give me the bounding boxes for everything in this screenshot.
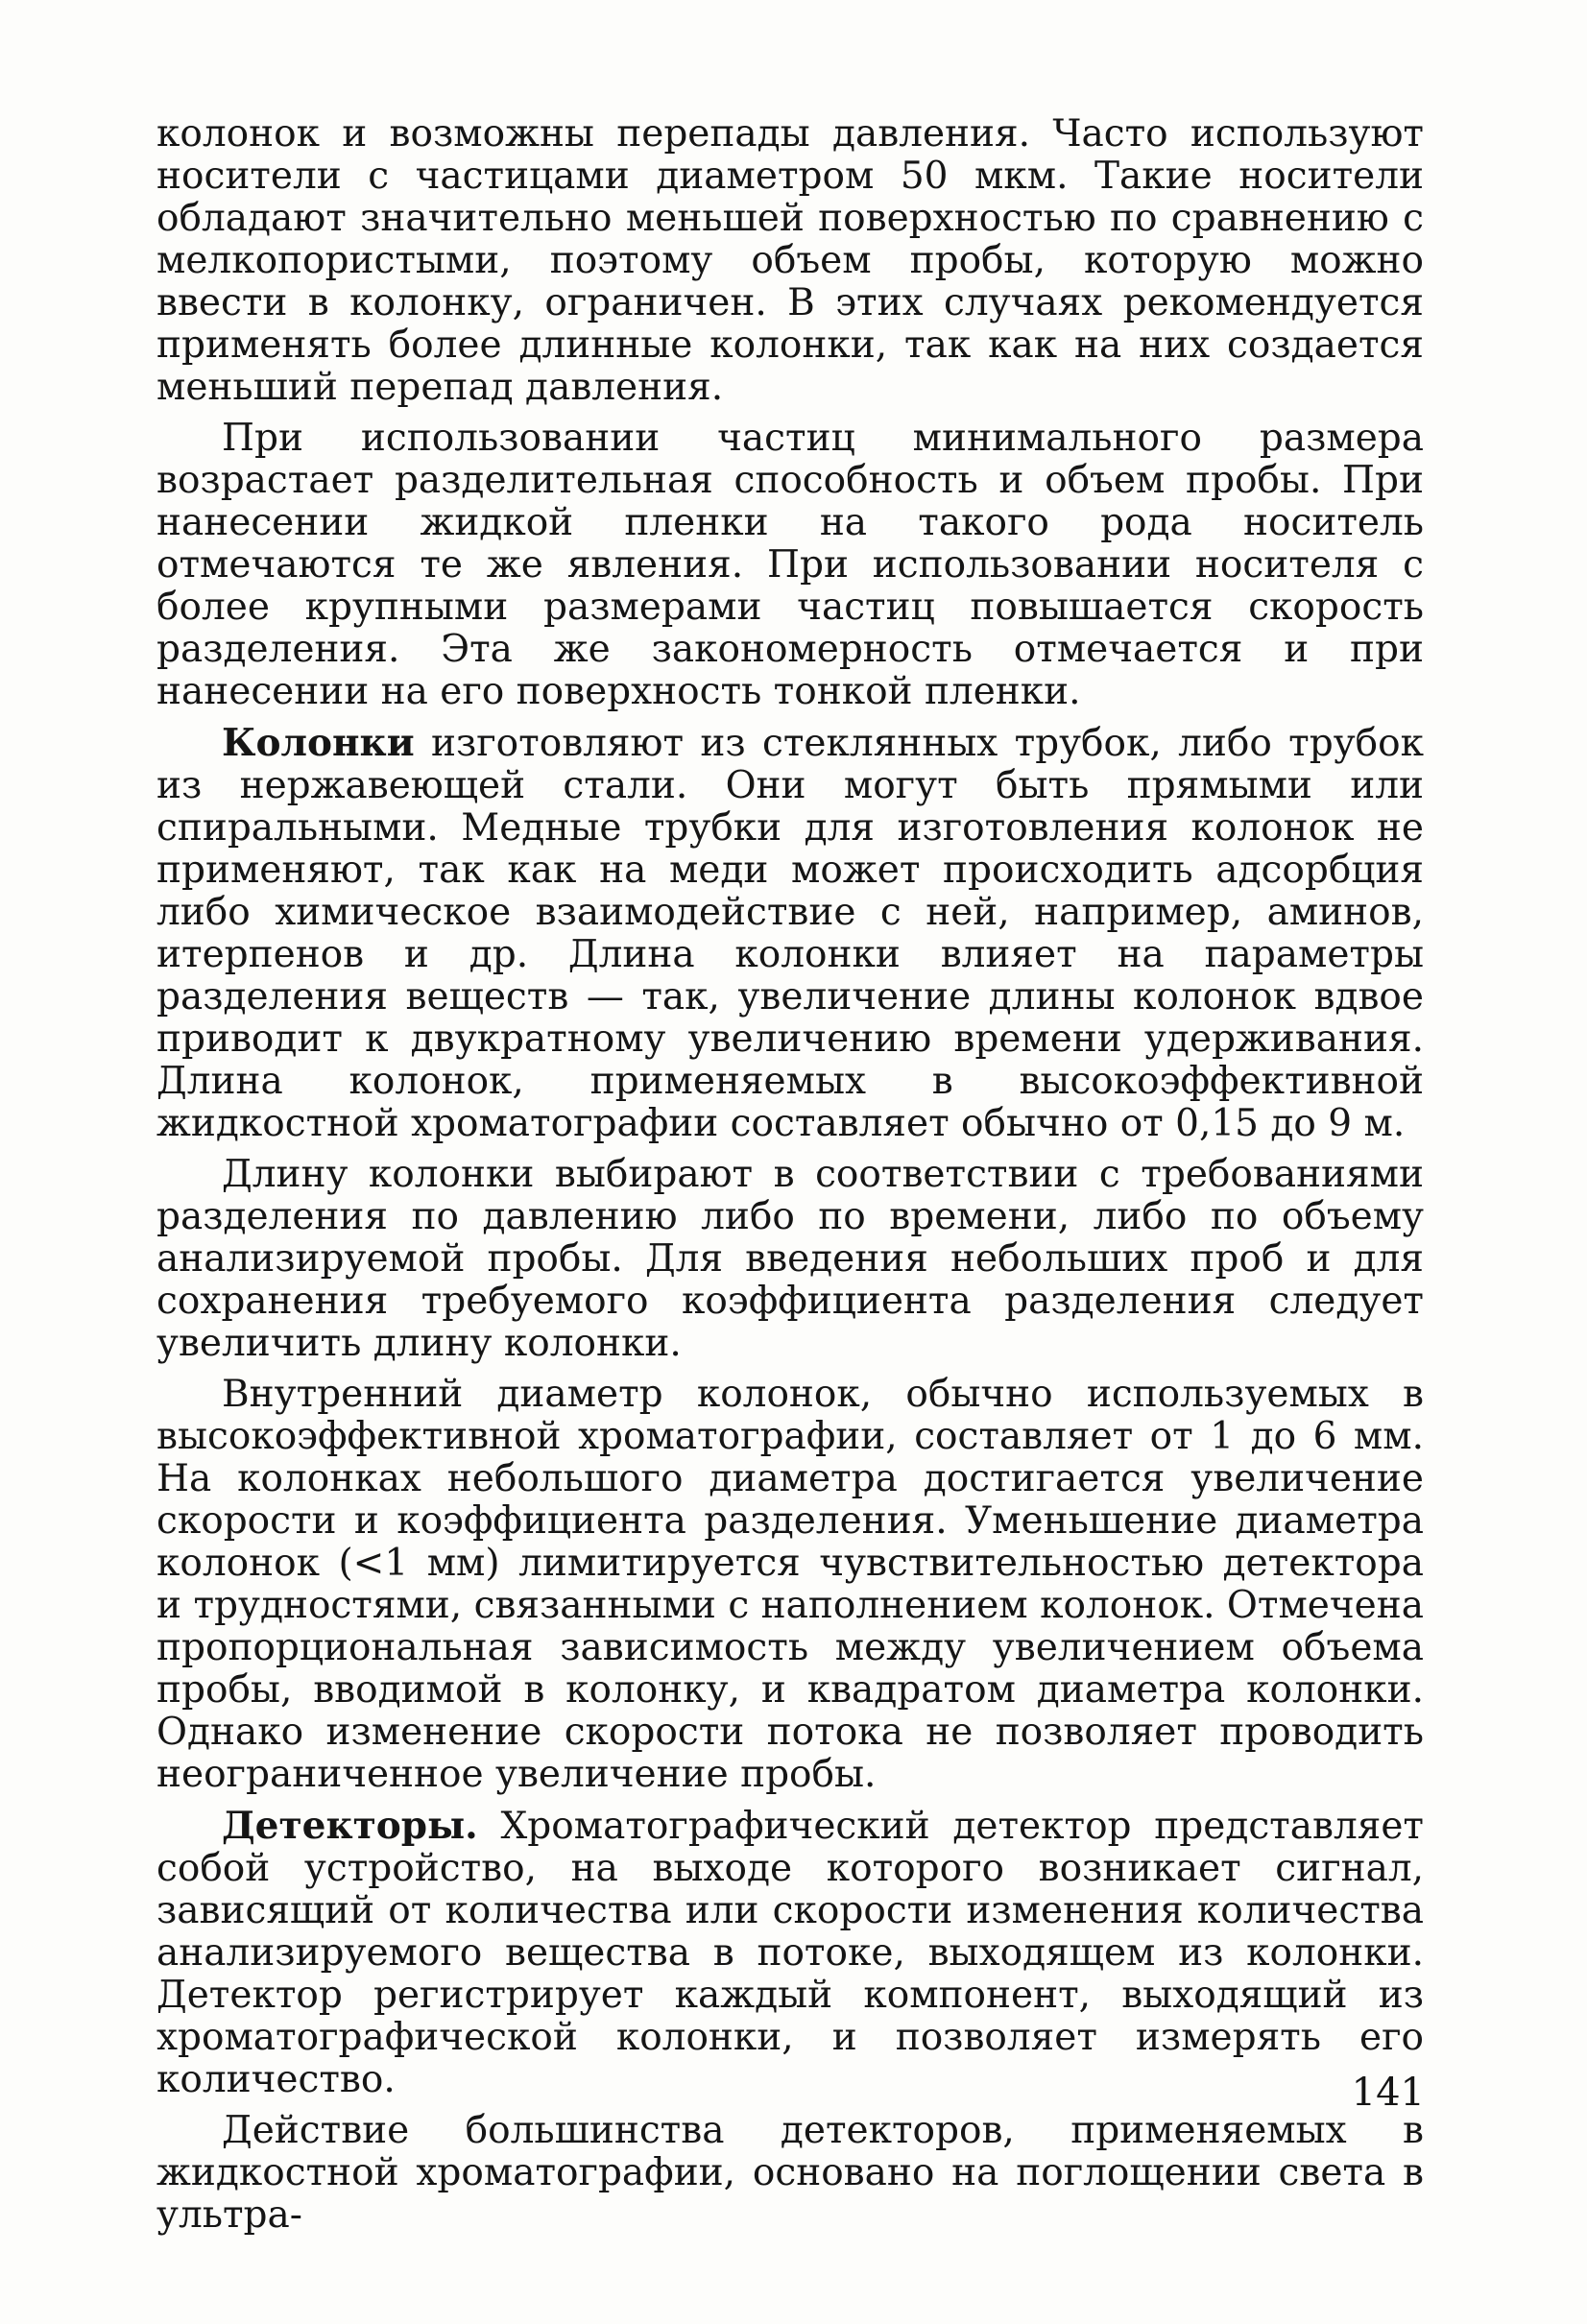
paragraph-4 <box>156 1154 1424 1365</box>
page-number: 141 <box>1351 2071 1425 2115</box>
paragraph-detectors <box>156 1805 1424 2101</box>
body-text <box>156 113 1424 2245</box>
paragraph-text: При использовании частиц минимального размера возрастает разделительная способность и объем пробы. При нанесении жидкой пленки на такого рода носитель отмечаются те же явления. При использовании носителя с более крупными размерами частиц повышается скорость разделения. Эта же закономерность отмечается и при нанесении на его поверхность тонкой пленки. <box>156 417 1424 713</box>
paragraph-2 <box>156 418 1424 713</box>
run-in-heading-detectors: Детекторы. <box>222 1804 478 1848</box>
paragraph-5 <box>156 1374 1424 1796</box>
paragraph-7 <box>156 2110 1424 2237</box>
paragraph-text: Хроматографический детектор представляет собой устройство, на выходе которого возникает сигнал, зависящий от количества или скорости изменения количества анализируемого вещества в потоке, выходящем из колонки. Детектор регистрирует каждый компонент, выходящий из хроматографической колонки, и позволяет измерять его количество. <box>156 1805 1424 2101</box>
paragraph-text: Длину колонки выбирают в соответствии с требованиями разделения по давлению либо по времени, либо по объему анализируемой пробы. Для введения небольших проб и для сохранения требуемого коэффициента разделения следует увеличить длину колонки. <box>156 1153 1424 1365</box>
paragraph-text: изготовляют из стеклянных трубок, либо трубок из нержавеющей стали. Они могут быть прямыми или спиральными. Медные трубки для изготовления колонок не применяют, так как на меди может происходить адсорбция либо химическое взаимодействие с ней, например, аминов, итерпенов и др. Длина колонки влияет на параметры разделения веществ — так, увеличение длины колонок вдвое приводит к двукратному увеличению времени удерживания. Длина колонок, применяемых в высокоэффективной жидкостной хроматографии составляет обычно от 0,15 до 9 м. <box>156 722 1424 1145</box>
paragraph-columns <box>156 722 1424 1145</box>
paragraph-text: Внутренний диаметр колонок, обычно используемых в высокоэффективной хроматографии, составляет от 1 до 6 мм. На колонках небольшого диаметра достигается увеличение скорости и коэффициента разделения. Уменьшение диаметра колонок (<1 мм) лимитируется чувствительностью детектора и трудностями, связанными с наполнением колонок. Отмечена пропорциональная зависимость между увеличением объема пробы, вводимой в колонку, и квадратом диаметра колонки. Однако изменение скорости потока не позволяет проводить неограниченное увеличение пробы. <box>156 1373 1424 1796</box>
paragraph-text: Действие большинства детекторов, применяемых в жидкостной хроматографии, основано на поглощении света в ультра- <box>156 2109 1424 2237</box>
run-in-heading-columns: Колонки <box>222 721 415 765</box>
paragraph-text: колонок и возможны перепады давления. Часто используют носители с частицами диаметром 50 мкм. Такие носители обладают значительно меньшей поверхностью по сравнению с мелкопористыми, поэтому объем пробы, которую можно ввести в колонку, ограничен. В этих случаях рекомендуется применять более длинные колонки, так как на них создается меньший перепад давления. <box>156 112 1424 409</box>
paragraph-1 <box>156 113 1424 409</box>
